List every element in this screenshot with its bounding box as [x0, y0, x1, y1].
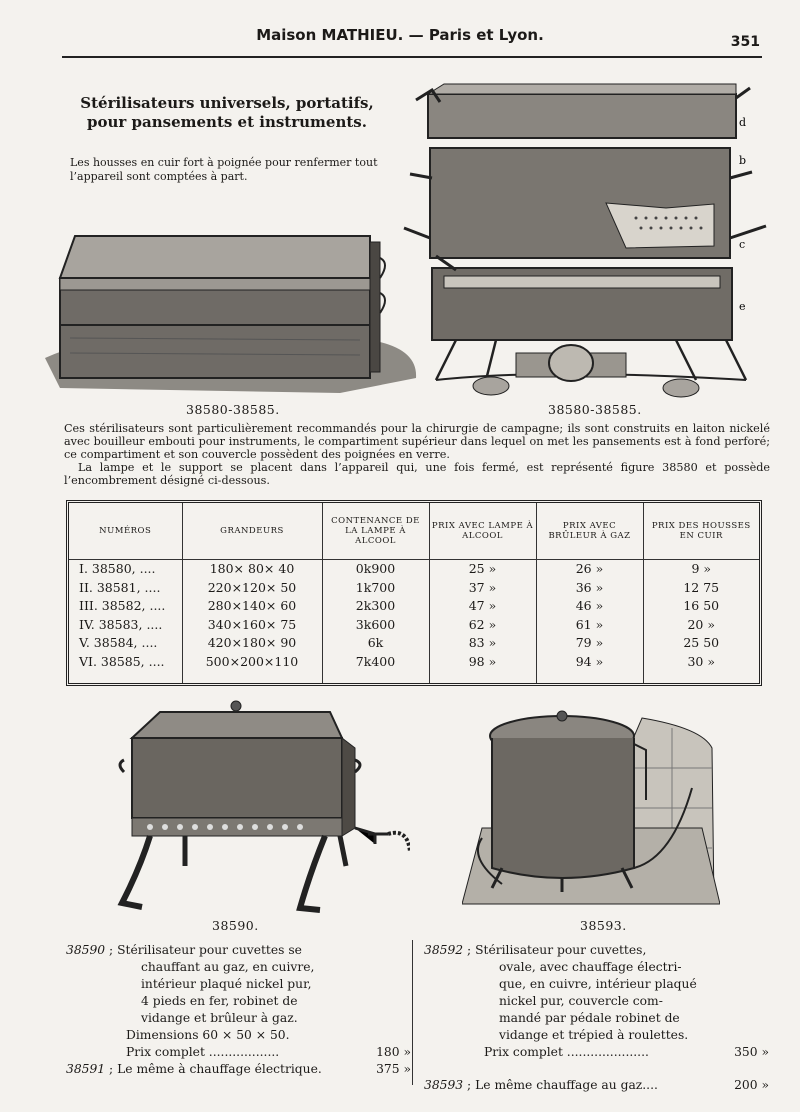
row-price-lamp: 47 »: [468, 598, 497, 613]
header-prix-housses: PRIX DES HOUSSES EN CUIR: [643, 503, 759, 560]
table-cell-sizes: [182, 560, 322, 684]
figure-label-38590: 38590.: [212, 918, 259, 933]
row-price-gas: 46 »: [575, 598, 604, 613]
row-capacity: 0k900: [355, 561, 396, 576]
right-item-price-label: Prix complet .....................: [484, 1045, 649, 1059]
table-cell-price-case: [643, 560, 759, 684]
right-item-variant-row: [424, 1077, 769, 1094]
left-variant-price: 375 »: [376, 1062, 411, 1076]
left-variant-code: 38591: [66, 1062, 106, 1076]
table-cell-price-lamp: [429, 560, 536, 684]
right-item-line-3: que, en cuivre, intérieur plaqué: [499, 977, 697, 991]
row-price-gas: 26 »: [575, 561, 604, 576]
row-num: I. 38580, ....: [79, 561, 156, 576]
left-item-price-label: Prix complet ..................: [126, 1045, 280, 1059]
right-item-block: 38592 ; Stérilisateur pour cuvettes, ovale, avec chauffage électri- que, en cuivre, intérieur plaqué nickel pur, couvercle com- mandé par pédale robinet de vidange et trépied à roulettes. Prix complet ..................... 350 » 38593 ; Le même chauffage au gaz.... 200 »: [424, 943, 769, 1092]
right-variant-price: 200 »: [734, 1078, 769, 1092]
figure-label-38593: 38593.: [580, 918, 627, 933]
oval-sterilizer-electric-illustration: [462, 708, 720, 912]
table-cell-price-gas: [536, 560, 643, 684]
right-variant-code: 38593: [424, 1078, 464, 1092]
figure-label-38580-exploded: 38580-38585.: [548, 402, 642, 417]
row-capacity: 2k300: [355, 598, 396, 613]
row-price-lamp: 62 »: [468, 616, 497, 632]
section-title: Stérilisateurs universels, portatifs, pour pansements et instruments.: [80, 94, 374, 131]
right-item-code: 38592: [424, 943, 464, 957]
left-item-price-row: [66, 1044, 411, 1061]
row-price-gas: 36 »: [575, 579, 604, 595]
row-price-case: 20 »: [687, 616, 716, 632]
header-prix-gaz: PRIX AVEC BRÛLEUR À GAZ: [536, 503, 643, 560]
row-price-gas: 61 »: [575, 616, 604, 632]
row-price-lamp: 98 »: [468, 653, 497, 669]
left-item-code: 38590: [66, 943, 106, 957]
row-num: VI. 38585, ....: [79, 653, 165, 669]
left-item-line-5: vidange et brûleur à gaz.: [141, 1011, 298, 1025]
left-item-block: 38590 ; Stérilisateur pour cuvettes se chauffant au gaz, en cuivre, intérieur plaqué nickel pur, 4 pieds en fer, robinet de vidange et brûleur à gaz. Dimensions 60 × 50 × 50. Prix complet .................. 180 » 38591 ; Le même à chauffage électrique. 375 »: [66, 943, 411, 1076]
right-item-line-2: ovale, avec chauffage électri-: [499, 960, 682, 974]
left-item-line-2: chauffant au gaz, en cuivre,: [141, 960, 315, 974]
row-price-case: 9 »: [691, 561, 712, 576]
row-capacity: 6k: [367, 635, 384, 650]
description-block: [64, 422, 770, 487]
row-price-lamp: 25 »: [468, 561, 497, 576]
left-variant-text: ; Le même à chauffage électrique.: [109, 1062, 322, 1076]
right-variant-text: ; Le même chauffage au gaz....: [467, 1078, 658, 1092]
cuvette-sterilizer-gas-illustration: [110, 698, 410, 920]
row-size: 340×160× 75: [207, 616, 297, 632]
row-size: 280×140× 60: [207, 598, 297, 613]
row-num: V. 38584, ....: [79, 635, 158, 650]
column-divider: [412, 940, 413, 1085]
left-item-variant-row: [66, 1061, 411, 1078]
header-rule: [62, 56, 762, 58]
row-price-case: 30 »: [687, 653, 716, 669]
section-note: Les housses en cuir fort à poignée pour renfermer tout l’appareil sont comptées à part.: [70, 156, 378, 183]
table-body-row: [69, 560, 759, 684]
row-num: III. 38582, ....: [79, 598, 166, 613]
part-label-d: d: [739, 116, 747, 129]
row-size: 180× 80× 40: [209, 561, 295, 576]
table-cell-capacity: [322, 560, 429, 684]
row-num: IV. 38583, ....: [79, 616, 163, 632]
part-label-b: b: [739, 154, 747, 167]
row-price-case: 25 50: [683, 635, 720, 650]
table-header-row: [69, 503, 759, 560]
row-capacity: 7k400: [355, 653, 396, 669]
description-paragraph-1: Ces stérilisateurs sont particulièrement recommandés pour la chirurgie de campagne; ils sont construits en laiton nickelé avec bouilleur embouti pour instruments, le compartiment supérieur dans lequel on met les pansements est à fond perforé; ce compartiment et son couvercle possèdent des poignées en verre.: [64, 422, 770, 461]
left-item-price: 180 »: [376, 1045, 411, 1059]
spec-table: [69, 503, 759, 683]
description-paragraph-2: La lampe et le support se placent dans l’appareil qui, une fois fermé, est représenté figure 38580 et possède l’encombrement désigné ci-dessous.: [64, 461, 770, 487]
header-contenance: CONTENANCE DE LA LAMPE À ALCOOL: [322, 503, 429, 560]
row-price-gas: 94 »: [575, 653, 604, 669]
closed-sterilizer-illustration: [40, 228, 420, 398]
row-capacity: 1k700: [355, 579, 396, 595]
right-item-line-4: nickel pur, couvercle com-: [499, 994, 663, 1008]
left-item-line-4: 4 pieds en fer, robinet de: [141, 994, 298, 1008]
exploded-sterilizer-illustration: [396, 78, 786, 408]
figure-label-38580: 38580-38585.: [186, 402, 280, 417]
row-price-lamp: 83 »: [468, 635, 497, 650]
header-numeros: NUMÉROS: [69, 503, 182, 560]
row-price-lamp: 37 »: [468, 579, 497, 595]
page-header-title: Maison MATHIEU. — Paris et Lyon.: [256, 26, 544, 44]
left-item-line-3: intérieur plaqué nickel pur,: [141, 977, 312, 991]
right-item-price: 350 »: [734, 1045, 769, 1059]
row-size: 420×180× 90: [207, 635, 297, 650]
row-num: II. 38581, ....: [79, 579, 161, 595]
left-item-line-1: Stérilisateur pour cuvettes se: [117, 943, 302, 957]
right-item-line-6: vidange et trépied à roulettes.: [499, 1028, 689, 1042]
spec-table-frame: [66, 500, 762, 686]
row-price-case: 12 75: [683, 579, 720, 595]
row-size: 500×200×110: [205, 653, 299, 669]
table-cell-numbers: [69, 560, 182, 684]
part-label-e: e: [739, 300, 746, 313]
row-size: 220×120× 50: [207, 579, 297, 595]
header-prix-lampe: PRIX AVEC LAMPE À ALCOOL: [429, 503, 536, 560]
right-item-line-5: mandé par pédale robinet de: [499, 1011, 680, 1025]
row-capacity: 3k600: [355, 616, 396, 632]
header-grandeurs: GRANDEURS: [182, 503, 322, 560]
left-item-line-6: Dimensions 60 × 50 × 50.: [126, 1028, 290, 1042]
row-price-gas: 79 »: [575, 635, 604, 650]
part-label-c: c: [739, 238, 746, 251]
page-number: 351: [730, 34, 760, 50]
right-item-line-1: Stérilisateur pour cuvettes,: [475, 943, 647, 957]
row-price-case: 16 50: [683, 598, 720, 613]
right-item-price-row: [424, 1044, 769, 1061]
